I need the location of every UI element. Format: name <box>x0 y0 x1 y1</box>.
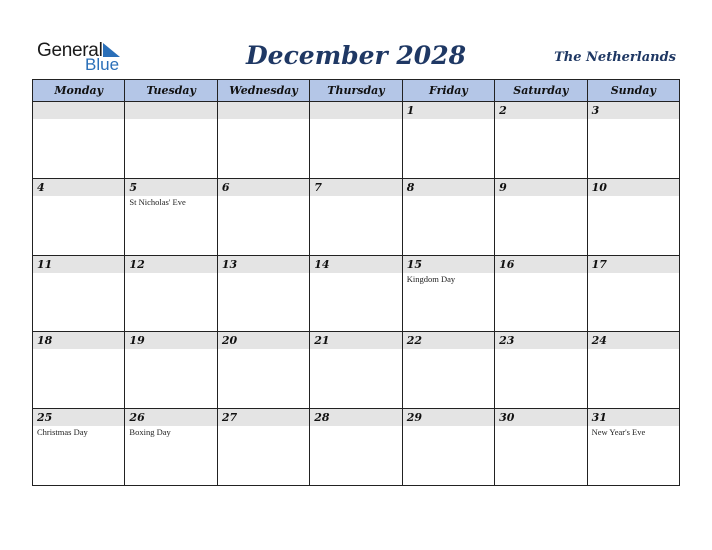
day-number: 7 <box>310 179 401 196</box>
day-cell <box>403 332 495 409</box>
day-number: 31 <box>588 409 679 426</box>
day-cell <box>495 102 587 179</box>
day-number: 24 <box>588 332 679 349</box>
weekday-header-thursday: Thursday <box>310 80 402 102</box>
day-number: 1 <box>403 102 494 119</box>
day-number: 18 <box>33 332 124 349</box>
weekday-header-wednesday: Wednesday <box>218 80 310 102</box>
day-number <box>33 102 124 119</box>
day-cell <box>125 332 217 409</box>
day-cell <box>495 409 587 486</box>
calendar-grid <box>32 79 680 486</box>
logo-blue-text: Blue <box>85 55 120 74</box>
holiday-label: New Year's Eve <box>591 427 646 438</box>
day-number: 27 <box>218 409 309 426</box>
day-cell <box>310 102 402 179</box>
day-number: 22 <box>403 332 494 349</box>
day-number: 21 <box>310 332 401 349</box>
day-cell <box>495 179 587 256</box>
day-number: 25 <box>33 409 124 426</box>
day-number: 23 <box>495 332 586 349</box>
day-cell <box>218 102 310 179</box>
day-number: 4 <box>33 179 124 196</box>
day-number: 9 <box>495 179 586 196</box>
day-cell <box>403 409 495 486</box>
day-number: 13 <box>218 256 309 273</box>
day-number <box>218 102 309 119</box>
day-cell <box>218 409 310 486</box>
day-cell <box>33 256 125 333</box>
day-cell <box>218 179 310 256</box>
day-cell <box>218 256 310 333</box>
day-cell <box>125 179 217 256</box>
country-label: The Netherlands <box>554 50 676 65</box>
day-cell <box>33 102 125 179</box>
day-cell <box>588 256 680 333</box>
day-number: 30 <box>495 409 586 426</box>
holiday-label: St Nicholas' Eve <box>129 196 186 207</box>
calendar-title: December 2028 <box>245 41 466 70</box>
day-cell <box>588 102 680 179</box>
day-cell <box>403 179 495 256</box>
weekday-header-saturday: Saturday <box>495 80 587 102</box>
day-number <box>310 102 401 119</box>
day-cell <box>33 179 125 256</box>
day-cell <box>403 256 495 333</box>
day-cell <box>310 409 402 486</box>
day-number <box>125 102 216 119</box>
day-number: 6 <box>218 179 309 196</box>
day-cell <box>33 332 125 409</box>
holiday-label: Christmas Day <box>37 427 88 438</box>
day-number: 11 <box>33 256 124 273</box>
day-cell <box>125 409 217 486</box>
day-cell <box>495 256 587 333</box>
holiday-label: Boxing Day <box>129 427 171 438</box>
day-cell <box>588 179 680 256</box>
weekday-header-friday: Friday <box>403 80 495 102</box>
day-number: 19 <box>125 332 216 349</box>
weekday-header-sunday: Sunday <box>588 80 680 102</box>
day-cell <box>310 332 402 409</box>
day-number: 14 <box>310 256 401 273</box>
day-cell <box>403 102 495 179</box>
day-cell <box>125 256 217 333</box>
day-number: 26 <box>125 409 216 426</box>
day-cell <box>495 332 587 409</box>
day-number: 17 <box>588 256 679 273</box>
day-number: 10 <box>588 179 679 196</box>
day-cell <box>310 179 402 256</box>
day-cell <box>588 409 680 486</box>
day-number: 12 <box>125 256 216 273</box>
day-number: 16 <box>495 256 586 273</box>
day-number: 2 <box>495 102 586 119</box>
day-number: 3 <box>588 102 679 119</box>
day-number: 29 <box>403 409 494 426</box>
holiday-label: Kingdom Day <box>406 273 456 284</box>
day-cell <box>588 332 680 409</box>
day-number: 28 <box>310 409 401 426</box>
day-cell <box>33 409 125 486</box>
weekday-header-monday: Monday <box>33 80 125 102</box>
day-cell <box>125 102 217 179</box>
day-cell <box>218 332 310 409</box>
day-number: 5 <box>125 179 216 196</box>
logo-general-text: General <box>37 40 103 61</box>
day-number: 20 <box>218 332 309 349</box>
day-cell <box>310 256 402 333</box>
weekday-header-tuesday: Tuesday <box>125 80 217 102</box>
day-number: 15 <box>403 256 494 273</box>
day-number: 8 <box>403 179 494 196</box>
